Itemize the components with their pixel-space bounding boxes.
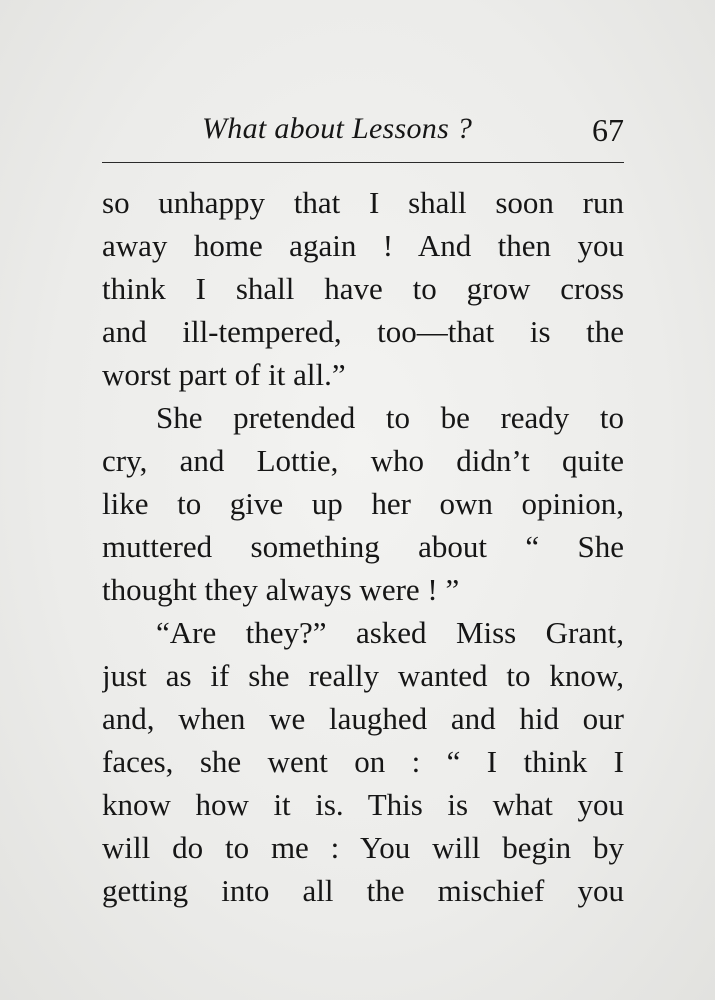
- page-number: 67: [592, 112, 624, 148]
- text-line: like to give up her own opinion,: [102, 486, 624, 521]
- text-line: muttered something about “ She: [102, 529, 624, 564]
- text-line: getting into all the mischief you: [102, 873, 624, 908]
- text-line: worst part of it all.”: [102, 357, 346, 392]
- text-line: cry, and Lottie, who didn’t quite: [102, 443, 624, 478]
- text-line: will do to me : You will begin by: [102, 830, 624, 865]
- running-title: What about Lessons ?: [202, 112, 473, 145]
- body-text: [102, 181, 624, 912]
- text-line: thought they always were ! ”: [102, 572, 460, 607]
- text-line: just as if she really wanted to know,: [102, 658, 624, 693]
- page-header: [102, 112, 624, 156]
- text-line: so unhappy that I shall soon run: [102, 185, 624, 220]
- header-rule: [102, 162, 624, 163]
- text-line: and ill-tempered, too—that is the: [102, 314, 624, 349]
- text-line: away home again ! And then you: [102, 228, 624, 263]
- text-line: and, when we laughed and hid our: [102, 701, 624, 736]
- text-line: know how it is. This is what you: [102, 787, 624, 822]
- text-line: faces, she went on : “ I think I: [102, 744, 624, 779]
- text-line: “Are they?” asked Miss Grant,: [156, 615, 624, 650]
- text-line: think I shall have to grow cross: [102, 271, 624, 306]
- text-line: She pretended to be ready to: [156, 400, 624, 435]
